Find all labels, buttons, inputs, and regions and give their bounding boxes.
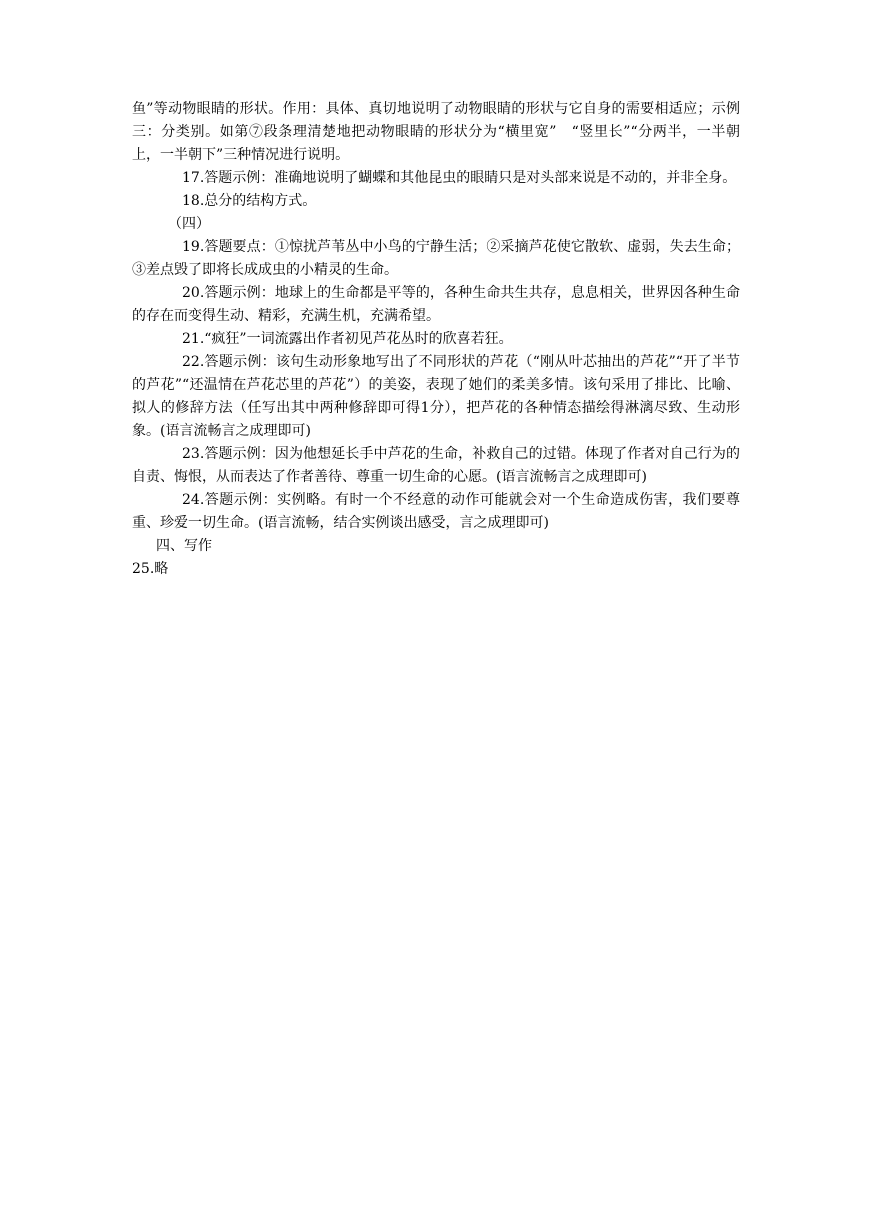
- section-heading-writing: 四、写作: [156, 538, 212, 554]
- paragraph-answer-23: 23.答题示例：因为他想延长手中芦花的生命，补救自己的过错。体现了作者对自己行为的自责、悔恨，从而表达了作者善待、尊重一切生命的心愿。(语言流畅言之成理即可): [132, 446, 740, 485]
- section-heading-4: （四）: [168, 216, 210, 232]
- paragraph-answer-22: 22.答题示例：该句生动形象地写出了不同形状的芦花（“刚从叶芯抽出的芦花”“开了半节的芦花”“还温情在芦花芯里的芦花”）的美姿，表现了她们的柔美多情。该句采用了排比、比喻、拟人的修辞方法（任写出其中两种修辞即可得1分），把芦花的各种情态描绘得淋漓尽致、生动形象。(语言流畅言之成理即可): [132, 354, 740, 439]
- paragraph-answer-20: 20.答题示例：地球上的生命都是平等的，各种生命共生共存，息息相关，世界因各种生命的存在而变得生动、精彩，充满生机，充满希望。: [132, 285, 740, 324]
- paragraph-answer-17: 17.答题示例：准确地说明了蝴蝶和其他昆虫的眼睛只是对头部来说是不动的，并非全身。: [182, 170, 737, 186]
- paragraph-answer-21: 21.“疯狂”一词流露出作者初见芦花丛时的欣喜若狂。: [182, 331, 513, 347]
- paragraph-continued-16: 鱼”等动物眼睛的形状。作用：具体、真切地说明了动物眼睛的形状与它自身的需要相适应；示例三：分类别。如第⑦段条理清楚地把动物眼睛的形状分为“横里宽” “竖里长”“分两半，一半朝上，一半朝下”三种情况进行说明。: [132, 101, 740, 163]
- paragraph-answer-24: 24.答题示例：实例略。有时一个不经意的动作可能就会对一个生命造成伤害，我们要尊重、珍爱一切生命。(语言流畅，结合实例谈出感受，言之成理即可): [132, 492, 740, 531]
- paragraph-answer-25: 25.略: [132, 561, 169, 577]
- paragraph-answer-18: 18.总分的结构方式。: [182, 193, 317, 209]
- paragraph-answer-19: 19.答题要点：①惊扰芦苇丛中小鸟的宁静生活；②采摘芦花使它散软、虚弱，失去生命；③差点毁了即将长成成虫的小精灵的生命。: [132, 239, 740, 278]
- answer-text-block: [132, 98, 740, 581]
